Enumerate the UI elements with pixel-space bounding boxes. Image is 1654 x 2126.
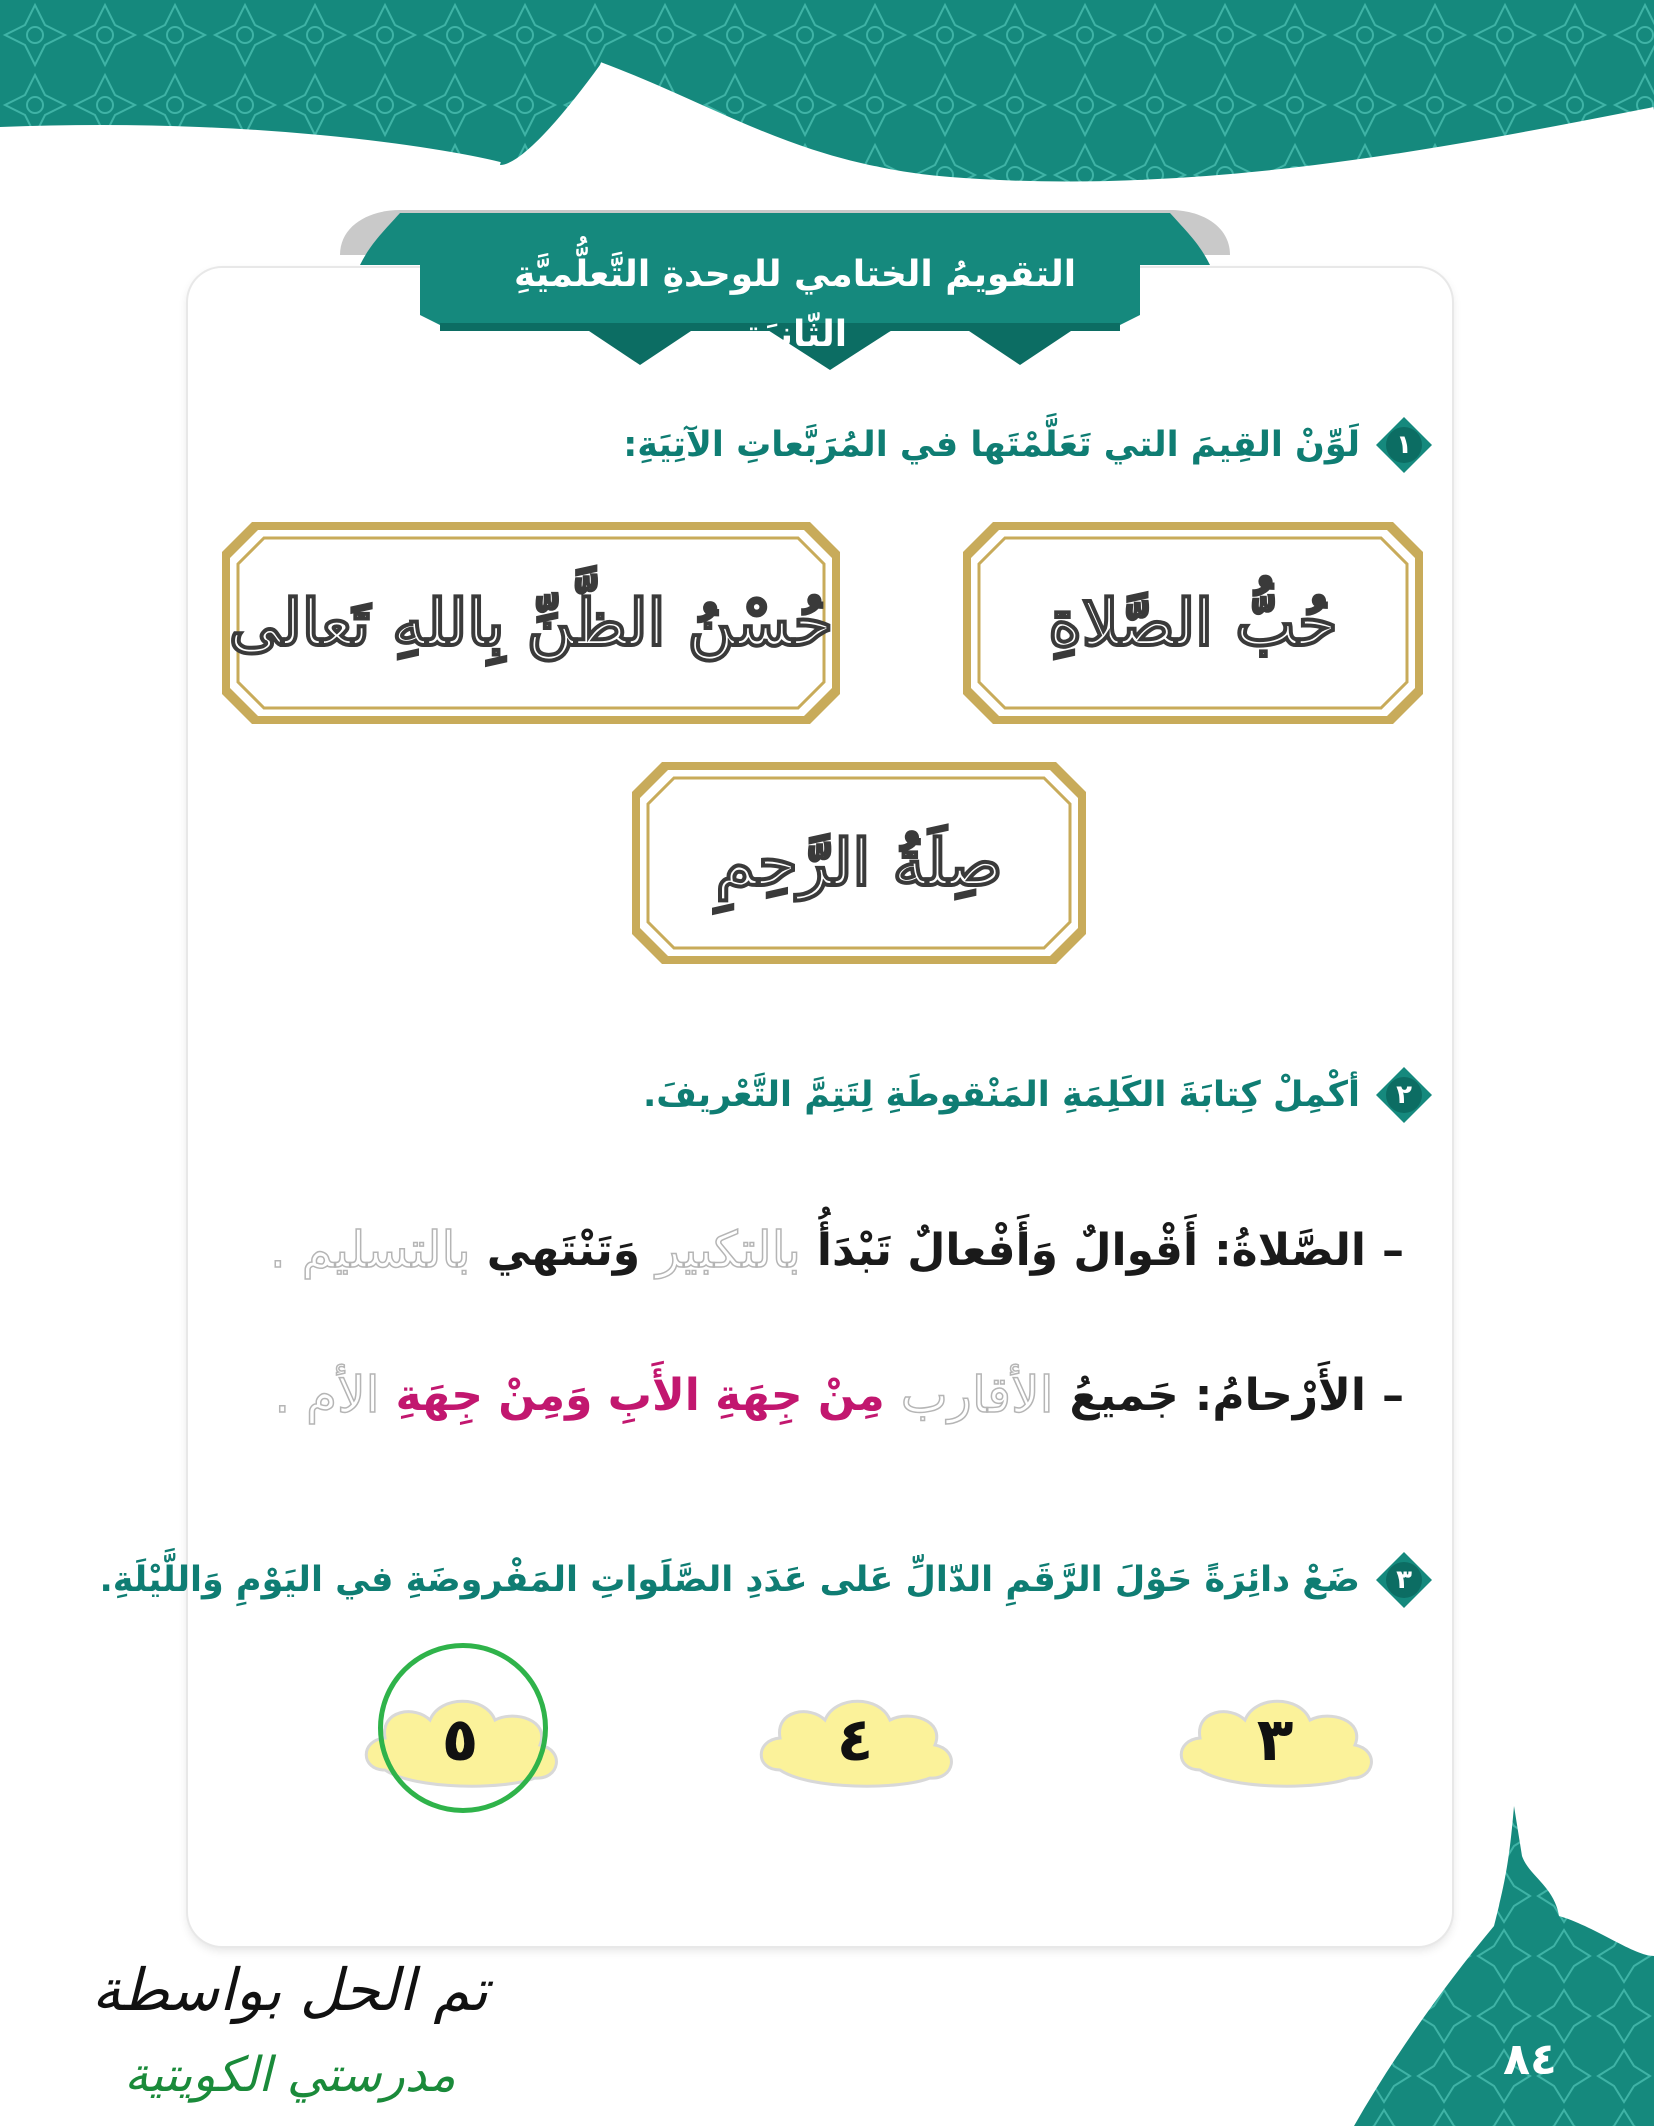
definition-line-kinship: – الأَرْحامُ: جَميعُ الأقارب مِنْ جِهَةِ الأَبِ وَمِنْ جِهَةِ الأم . <box>274 1366 1404 1424</box>
header-decoration <box>0 0 1654 200</box>
option-cloud-3[interactable]: ٣ <box>1170 1680 1380 1800</box>
question-3 <box>99 1545 1434 1615</box>
page-title: التقويمُ الختامي للوحدةِ التَّعلُّميَّةِ الثّانيَةِ <box>513 254 1077 355</box>
selected-answer-circle <box>378 1643 548 1813</box>
question-number-badge: ١ <box>1374 415 1434 475</box>
question-number-badge: ٣ <box>1374 1550 1434 1610</box>
question-text: لَوِّنْ القِيمَ التي تَعَلَّمْتَها في المُرَبَّعاتِ الآتِيَةِ: <box>623 425 1360 465</box>
trace-word-input[interactable]: الأقارب <box>900 1366 1054 1424</box>
question-text: أكْمِلْ كِتابَةَ الكَلِمَةِ المَنْقوطَةِ لِتَتِمَّ التَّعْريفَ. <box>642 1075 1360 1115</box>
page-number: ٨٤ <box>1503 2034 1557 2085</box>
term: الصَّلاةُ: <box>1214 1224 1366 1276</box>
trace-word-input[interactable]: بالتكبير <box>656 1221 801 1279</box>
value-frame-prayer[interactable] <box>963 522 1423 724</box>
value-frame-trust[interactable] <box>222 522 840 724</box>
term: الأَرْحامُ: <box>1194 1369 1366 1421</box>
value-frame-kinship[interactable] <box>632 762 1086 964</box>
definition-line-prayer: – الصَّلاةُ: أَقْوالٌ وَأَفْعالٌ تَبْدَأُ بالتكبير وَتَنْتَهي بالتسليم . <box>269 1221 1404 1279</box>
option-cloud-4[interactable]: ٤ <box>750 1680 960 1800</box>
question-1 <box>623 410 1434 480</box>
trace-word-input[interactable]: بالتسليم . <box>269 1221 471 1279</box>
value-text: صِلَةُ الرَّحِمِ <box>715 825 1003 901</box>
signature: تم الحل بواسطة مدرستي الكويتية <box>91 1956 489 2103</box>
trace-word-input[interactable]: الأم . <box>274 1366 380 1424</box>
value-text: حُسْنُ الظَّنِّ بِاللهِ تَعالى <box>228 585 834 661</box>
question-text: ضَعْ دائِرَةً حَوْلَ الرَّقَمِ الدّالِّ عَلى عَدَدِ الصَّلَواتِ المَفْروضَةِ في اليَوْمِ وَاللَّيْلَةِ. <box>99 1560 1360 1600</box>
question-2 <box>643 1060 1434 1130</box>
question-number-badge: ٢ <box>1374 1065 1434 1125</box>
option-cloud-5[interactable]: ٥ <box>355 1680 565 1800</box>
value-text: حُبُّ الصَّلاةِ <box>1048 585 1338 661</box>
